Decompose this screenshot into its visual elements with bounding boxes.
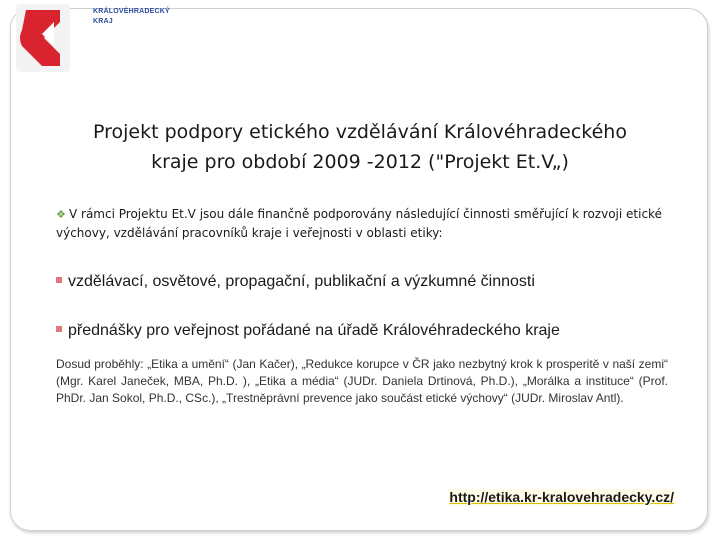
slide-frame [10, 8, 708, 531]
diamond-bullet-icon: ❖ [56, 208, 66, 221]
logo-text [93, 7, 170, 27]
title-line-1: Projekt podpory etického vzdělávání Královéhradeckého [93, 121, 627, 143]
project-website-link[interactable]: http://etika.kr-kralovehradecky.cz/ [449, 489, 674, 505]
intro-text-content: V rámci Projektu Et.V jsou dále finančně podporovány následující činnosti směřující k rozvoji etické výchovy, vzdělávání pracovníků kraje i veřejnosti v oblasti etiky: [56, 207, 662, 240]
kralovehradecky-kraj-logo [14, 2, 194, 78]
logo-line-2: KRAJ [93, 18, 113, 25]
intro-text [56, 205, 674, 243]
title-line-2: kraje pro období 2009 -2012 ("Projekt Et.V„) [151, 151, 569, 173]
bullet-item [56, 322, 686, 340]
logo-line-1: KRÁLOVÉHRADECKÝ [93, 8, 170, 15]
slide-title [40, 117, 680, 177]
square-bullet-icon [56, 277, 62, 283]
bullet-text: přednášky pro veřejnost pořádané na úřadě Královéhradeckého kraje [68, 322, 560, 339]
events-paragraph: Dosud proběhly: „Etika a umění“ (Jan Kačer), „Redukce korupce v ČR jako nezbytný krok k prosperitě v naší zemi“ (Mgr. Karel Janeček, MBA, Ph.D. ), „Etika a média“ (JUDr. Daniela Drtinová, Ph.D.), „Morálka a instituce“ (Prof. PhDr. Jan Sokol, Ph.D., CSc.), „Trestněprávní prevence jako součást etické výchovy“ (JUDr. Miroslav Antl). [56, 357, 668, 405]
square-bullet-icon [56, 326, 62, 332]
bullet-item [56, 273, 686, 291]
bullet-text: vzdělávací, osvětové, propagační, publikační a výzkumné činnosti [68, 273, 535, 290]
